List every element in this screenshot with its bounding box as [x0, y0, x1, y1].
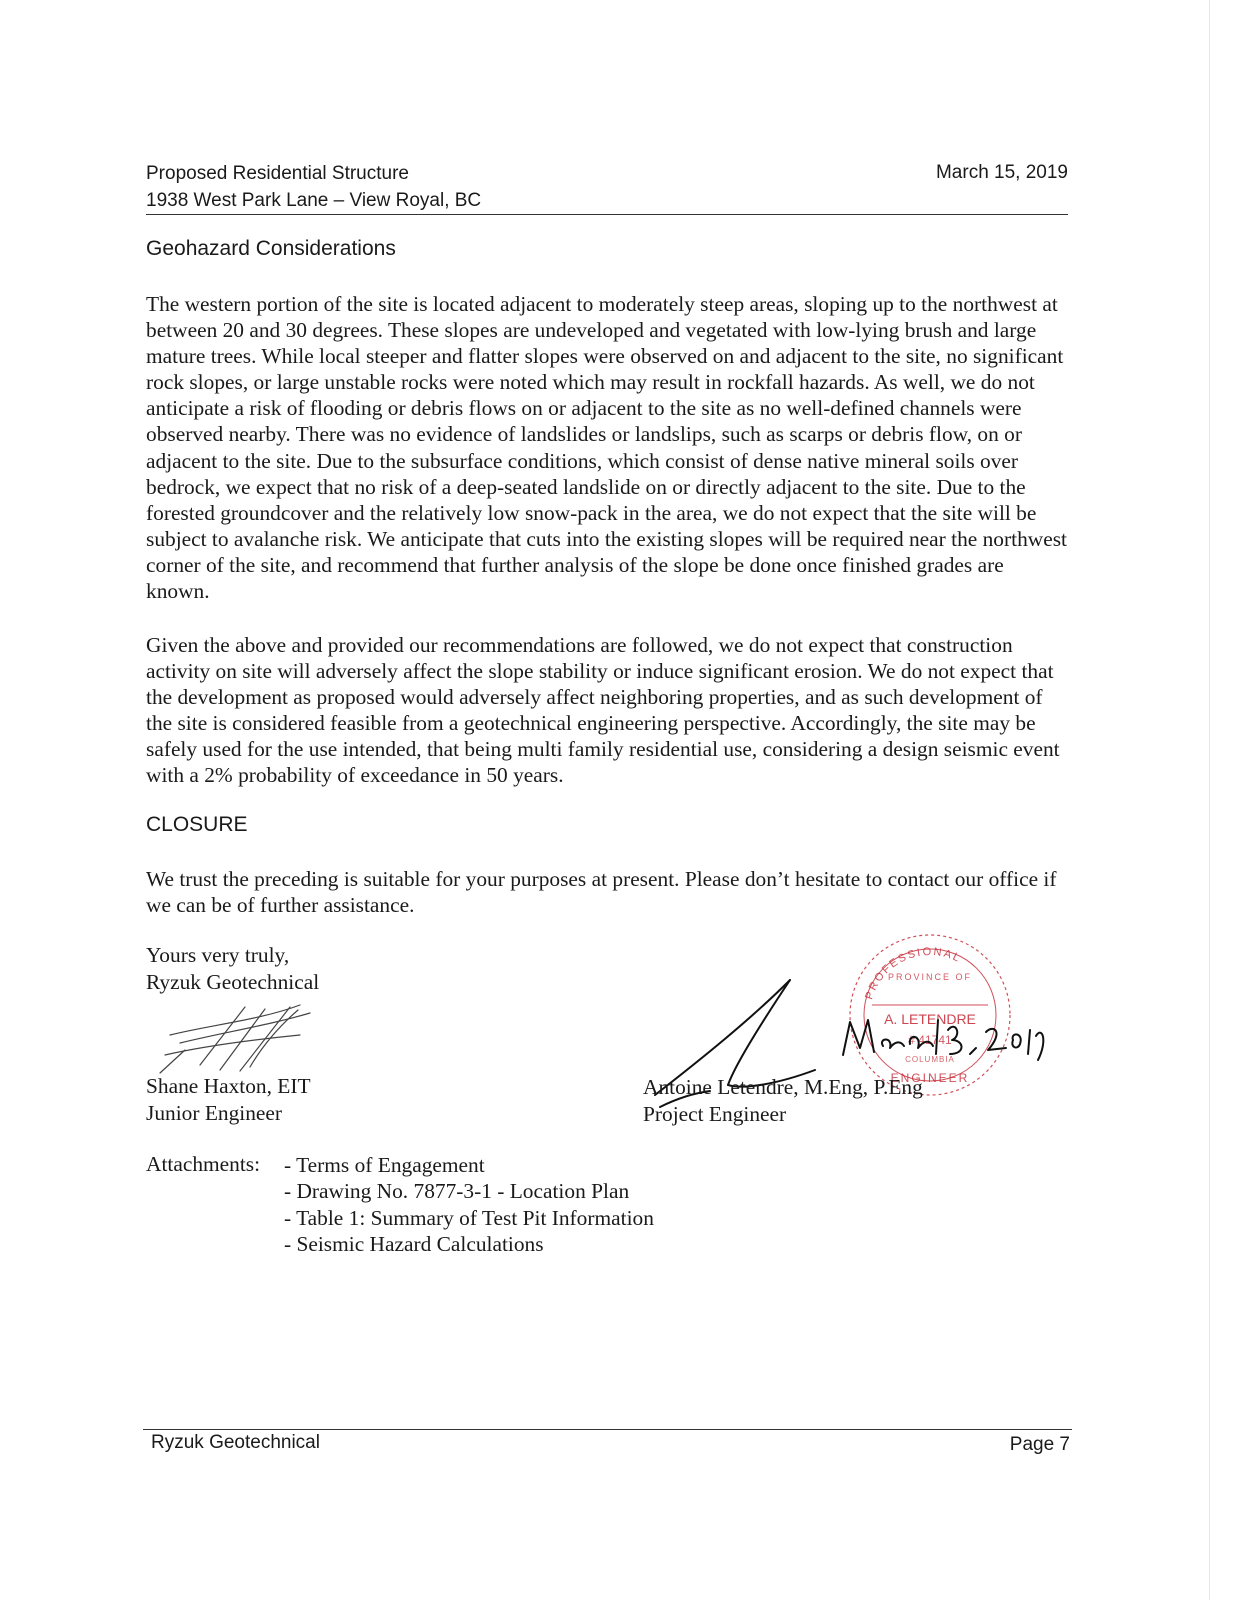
- footer-divider: [143, 1429, 1072, 1430]
- signer-2-name: Antoine Letendre, M.Eng, P.Eng: [643, 1075, 923, 1099]
- geohazard-paragraph-2: Given the above and provided our recommendations are followed, we do not expect that construction activity on site will adversely affect the slope stability or induce significant erosion. We do not expect that the development as proposed would adversely affect neighboring properties, and as such development of the site is considered feasible from a geotechnical engineering perspective. Accordingly, the site may be safely used for the use intended, that being multi family residential use, considering a design seismic event with a 2% probability of exceedance in 50 years.: [146, 633, 1060, 788]
- attachment-item: - Seismic Hazard Calculations: [284, 1231, 544, 1256]
- geohazard-paragraph-1: The western portion of the site is located adjacent to moderately steep areas, sloping up to the northwest at between 20 and 30 degrees. These slopes are undeveloped and vegetated with low-lying brush and large mature trees. While local steeper and flatter slopes were observed on and adjacent to the site, no significant rock slopes, or large unstable rocks were noted which may result in rockfall hazards. As well, we do not anticipate a risk of flooding or debris flows on or adjacent to the site as no well-defined channels were observed nearby. There was no evidence of landslides or landslips, such as scarps or debris flow, on or adjacent to the site. Due to the subsurface conditions, which consist of dense native mineral soils over bedrock, we expect that no risk of a deep-seated landslide on or directly adjacent to the site. Due to the forested groundcover and the relatively low snow-pack in the area, we do not expect that the site will be subject to avalanche risk. We anticipate that cuts into the existing slopes will be required near the northwest corner of the site, and recommend that further analysis of the slope be done once finished grades are known.: [146, 292, 1067, 604]
- svg-text:COLUMBIA: COLUMBIA: [905, 1055, 955, 1064]
- attachments-list: [284, 1152, 654, 1257]
- header-divider: [146, 214, 1068, 215]
- footer-page-number: Page 7: [1009, 1434, 1070, 1455]
- closure-paragraph: We trust the preceding is suitable for your purposes at present. Please don’t hesitate to contact our office if we can be of further assistance.: [146, 867, 1057, 918]
- signoff-company: Ryzuk Geotechnical: [146, 969, 320, 994]
- closure-heading: CLOSURE: [146, 813, 248, 836]
- svg-text:PROVINCE OF: PROVINCE OF: [887, 972, 973, 982]
- signer-1-block: [146, 1073, 311, 1127]
- attachments-label: Attachments:: [146, 1152, 261, 1176]
- signer-1-name: Shane Haxton, EIT: [146, 1074, 311, 1098]
- header-project-address: 1938 West Park Lane – View Royal, BC: [146, 190, 482, 211]
- signoff-salutation: Yours very truly,: [146, 943, 290, 967]
- signature-haxton: [150, 995, 320, 1085]
- svg-text:ENGINEER: ENGINEER: [890, 1071, 970, 1085]
- header-project-block: [146, 160, 481, 214]
- attachment-item: - Drawing No. 7877-3-1 - Location Plan: [284, 1179, 630, 1204]
- attachment-item: - Table 1: Summary of Test Pit Information: [284, 1205, 654, 1230]
- header-project-title: Proposed Residential Structure: [146, 163, 409, 184]
- header-date: March 15, 2019: [935, 162, 1068, 183]
- stamp-name: A. LETENDRE: [884, 1011, 976, 1027]
- geohazard-heading: Geohazard Considerations: [146, 237, 396, 260]
- signer-1-title: Junior Engineer: [146, 1101, 283, 1125]
- signer-2-title: Project Engineer: [643, 1102, 787, 1126]
- signer-2-block: [643, 1074, 923, 1128]
- scan-edge: [1209, 0, 1210, 1600]
- signoff-block: [146, 942, 319, 995]
- handwritten-date: [838, 1010, 1048, 1070]
- svg-text:PROFESSIONAL: PROFESSIONAL: [863, 945, 964, 1002]
- footer-company: Ryzuk Geotechnical: [151, 1432, 320, 1453]
- attachment-item: - Terms of Engagement: [284, 1153, 485, 1177]
- stamp-number: # 41741: [908, 1033, 952, 1047]
